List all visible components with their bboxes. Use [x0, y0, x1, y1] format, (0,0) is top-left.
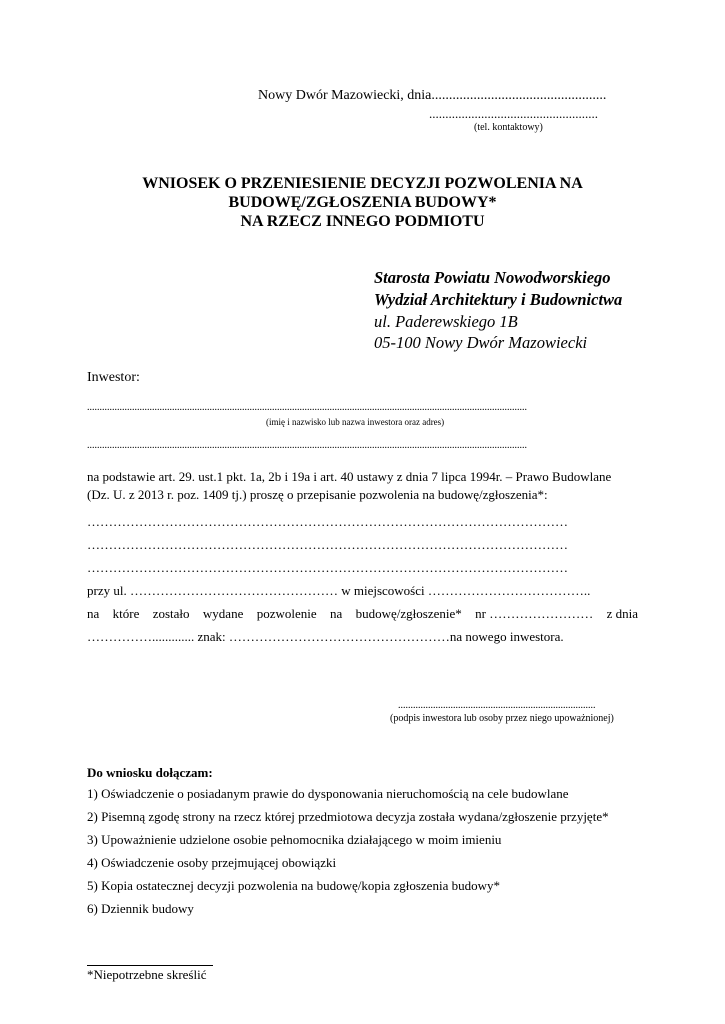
- permit-word: na: [329, 606, 343, 621]
- attachment-item: 6) Dziennik budowy: [87, 901, 194, 916]
- place-date-line: Nowy Dwór Mazowiecki, dnia..................................................: [258, 88, 607, 103]
- investor-caption: (imię i nazwisko lub nazwa inwestora oraz adres): [266, 417, 445, 427]
- permit-word: wydane: [202, 606, 244, 621]
- dotted-line-3: …………………………………………………………………………………………………: [87, 560, 568, 575]
- investor-label: Inwestor:: [87, 370, 140, 385]
- recipient-line-2: Wydział Architektury i Budownictwa: [374, 290, 623, 309]
- body-paragraph-2: (Dz. U. z 2013 r. poz. 1409 tj.) proszę o przepisanie pozwolenia na budowę/zgłoszenia*:: [87, 487, 548, 502]
- dotted-line-2: …………………………………………………………………………………………………: [87, 537, 568, 552]
- recipient-line-3: ul. Paderewskiego 1B: [374, 312, 518, 331]
- sign-reference-line: ……………............. znak: ……………………………………………na nowego inwestora.: [87, 629, 564, 644]
- recipient-line-4: 05-100 Nowy Dwór Mazowiecki: [374, 333, 588, 352]
- attachment-item: 5) Kopia ostatecznej decyzji pozwolenia na budowę/kopia zgłoszenia budowy*: [87, 878, 500, 893]
- attachment-item: 2) Pisemną zgodę strony na rzecz której przedmiotowa decyzja została wydana/zgłoszenie przyjęte*: [87, 809, 609, 824]
- permit-word: które: [112, 606, 140, 621]
- permit-word: na: [87, 606, 100, 621]
- signature-dots: ...............................................................................: [398, 700, 596, 711]
- permit-word: budowę/zgłoszenie*: [355, 606, 462, 621]
- title-line-2: BUDOWĘ/ZGŁOSZENIA BUDOWY*: [228, 194, 497, 211]
- title-line-3: NA RZECZ INNEGO PODMIOTU: [240, 213, 485, 230]
- dotted-line-1: …………………………………………………………………………………………………: [87, 514, 568, 529]
- signature-label: (podpis inwestora lub osoby przez niego upoważnionej): [390, 713, 614, 724]
- permit-date-label: z dnia: [606, 606, 638, 621]
- permit-word: pozwolenie: [256, 606, 317, 621]
- attachment-item: 3) Upoważnienie udzielone osobie pełnomocnika działającego w moim imieniu: [87, 832, 502, 847]
- phone-label: (tel. kontaktowy): [474, 122, 543, 133]
- attachments-heading: Do wniosku dołączam:: [87, 765, 213, 780]
- investor-line-2: ................................................................................................................................................................................: [87, 440, 527, 451]
- phone-dots: ....................................................: [429, 106, 598, 121]
- investor-line-1: ................................................................................................................................................................................: [87, 402, 527, 413]
- permit-number: nr ……………………: [475, 606, 594, 621]
- recipient-line-1: Starosta Powiatu Nowodworskiego: [374, 268, 611, 287]
- permit-line: [87, 606, 638, 622]
- body-paragraph-1: na podstawie art. 29. ust.1 pkt. 1a, 2b i 19a i art. 40 ustawy z dnia 7 lipca 1994r. – Prawo Budowlane: [87, 469, 612, 484]
- street-line: przy ul. ………………………………………… w miejscowości ………………………………..: [87, 583, 591, 598]
- attachment-item: 4) Oświadczenie osoby przejmującej obowiązki: [87, 855, 337, 870]
- footnote-divider: [87, 965, 213, 966]
- permit-word: zostało: [152, 606, 190, 621]
- title-line-1: WNIOSEK O PRZENIESIENIE DECYZJI POZWOLENIA NA: [142, 175, 583, 192]
- footnote: *Niepotrzebne skreślić: [87, 967, 207, 982]
- attachment-item: 1) Oświadczenie o posiadanym prawie do dysponowania nieruchomością na cele budowlane: [87, 786, 569, 801]
